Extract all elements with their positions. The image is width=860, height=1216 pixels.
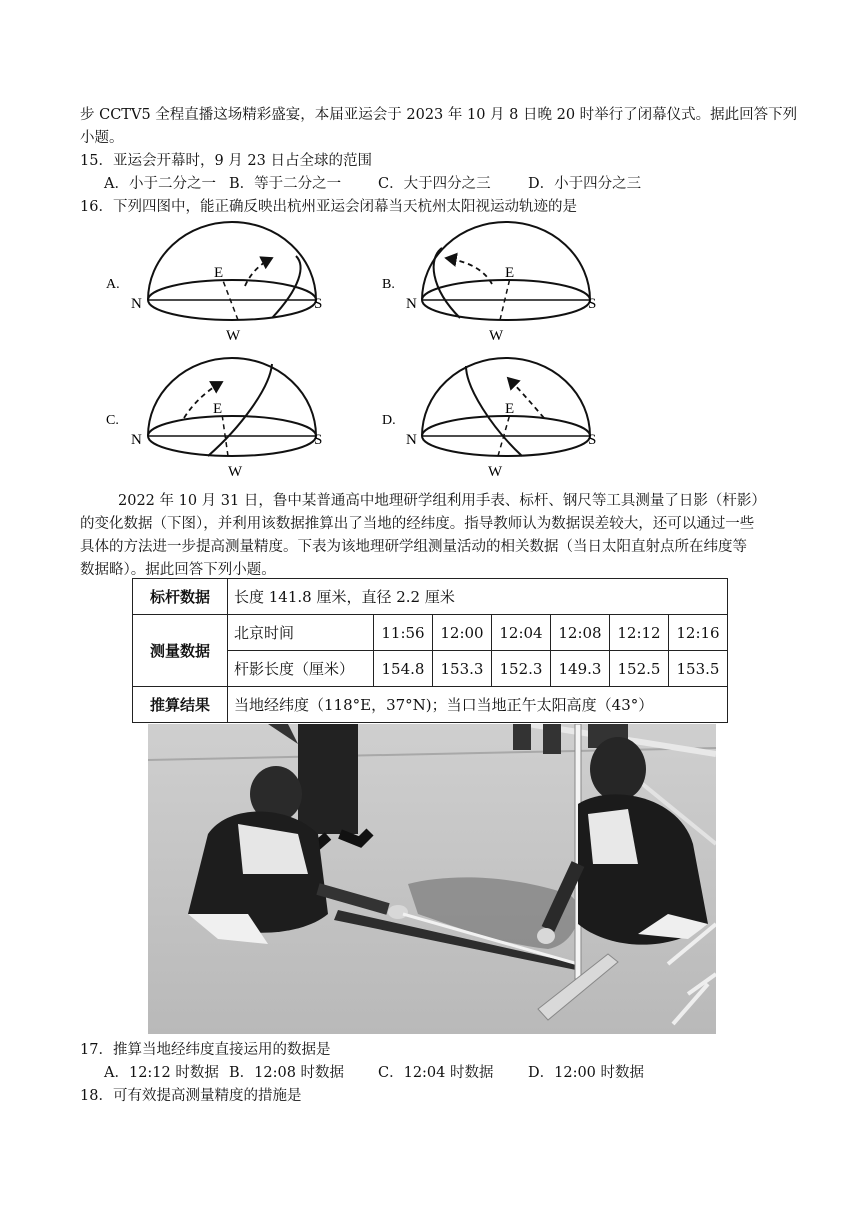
sun-path-diagrams: [100, 218, 620, 480]
measurement-photo: [148, 724, 716, 1034]
passage-line-4: 数据略）。据此回答下列小题。: [80, 562, 276, 578]
q15-option-b[interactable]: B．等于二分之一: [229, 176, 342, 192]
time-cell: 12:04: [492, 615, 551, 651]
diagram-d-n: N: [406, 432, 417, 448]
q18-stem: 18．可有效提高测量精度的措施是: [80, 1088, 302, 1104]
diagram-c-e: E: [213, 401, 223, 417]
q15-option-a[interactable]: A．小于二分之一: [104, 176, 216, 192]
measurement-table: [132, 578, 728, 723]
time-cell: 11:56: [374, 615, 433, 651]
passage-line-3: 具体的方法进一步提高测量精度。下表为该地理研学组测量活动的相关数据（当日太阳直射点所在纬度等: [80, 539, 747, 555]
diagram-b-w: W: [489, 328, 504, 344]
intro-line-1: 步 CCTV5 全程直播这场精彩盛宴，本届亚运会于 2023 年 10 月 8 日晚 20 时举行了闭幕仪式。据此回答下列: [80, 107, 798, 123]
shadow-cell: 153.3: [433, 651, 492, 687]
table-row: [133, 615, 728, 651]
shadow-cell: 153.5: [669, 651, 728, 687]
diagram-d[interactable]: [382, 358, 596, 480]
diagram-c[interactable]: [106, 358, 322, 480]
time-label: 北京时间: [228, 615, 374, 651]
diagram-b[interactable]: [382, 222, 596, 344]
q17-option-b[interactable]: B．12:08 时数据: [229, 1065, 345, 1081]
row-header: 测量数据: [133, 615, 228, 687]
time-cell: 12:08: [551, 615, 610, 651]
q16-stem: 16．下列四图中，能正确反映出杭州亚运会闭幕当天杭州太阳视运动轨迹的是: [80, 199, 577, 215]
q15-option-d[interactable]: D．小于四分之三: [528, 176, 642, 192]
table-row: [133, 687, 728, 723]
passage-line-2: 的变化数据（下图），并利用该数据推算出了当地的经纬度。指导教师认为数据误差较大，还可以通过一些: [80, 516, 755, 532]
diagram-d-w: W: [488, 464, 503, 480]
diagram-d-s: S: [588, 432, 597, 448]
q15-stem: 15．亚运会开幕时，9 月 23 日占全球的范围: [80, 153, 372, 169]
row-header: 推算结果: [133, 687, 228, 723]
diagram-c-w: W: [228, 464, 243, 480]
shadow-cell: 149.3: [551, 651, 610, 687]
q17-stem: 17．推算当地经纬度直接运用的数据是: [80, 1042, 331, 1058]
row-header: 标杆数据: [133, 579, 228, 615]
rod-data: 长度 141.8 厘米，直径 2.2 厘米: [228, 579, 728, 615]
diagram-a-w: W: [226, 328, 241, 344]
diagram-a[interactable]: [106, 222, 322, 344]
diagram-b-s: S: [588, 296, 597, 312]
q17-option-c[interactable]: C．12:04 时数据: [378, 1065, 494, 1081]
shadow-cell: 154.8: [374, 651, 433, 687]
intro-line-2: 小题。: [80, 130, 124, 146]
diagram-a-s: S: [314, 296, 323, 312]
diagram-c-label: C.: [106, 413, 119, 428]
shadow-cell: 152.5: [610, 651, 669, 687]
diagram-d-label: D.: [382, 413, 396, 428]
q15-option-c[interactable]: C．大于四分之三: [378, 176, 491, 192]
diagram-b-n: N: [406, 296, 417, 312]
diagram-a-label: A.: [106, 277, 120, 292]
table-row: [133, 579, 728, 615]
diagram-c-s: S: [314, 432, 323, 448]
passage-line-1: 2022 年 10 月 31 日，鲁中某普通高中地理研学组利用手表、标杆、钢尺等工具测量了日影（杆影）: [118, 493, 766, 509]
q17-option-d[interactable]: D．12:00 时数据: [528, 1065, 645, 1081]
diagram-a-e: E: [214, 265, 224, 281]
time-cell: 12:16: [669, 615, 728, 651]
q17-option-a[interactable]: A．12:12 时数据: [104, 1065, 219, 1081]
shadow-cell: 152.3: [492, 651, 551, 687]
diagram-c-n: N: [131, 432, 142, 448]
diagram-a-n: N: [131, 296, 142, 312]
shadow-label: 杆影长度（厘米）: [228, 651, 374, 687]
time-cell: 12:00: [433, 615, 492, 651]
result-value: 当地经纬度（118°E，37°N)；当口当地正午太阳高度（43°）: [228, 687, 728, 723]
diagram-b-e: E: [505, 265, 515, 281]
diagram-d-e: E: [505, 401, 515, 417]
time-cell: 12:12: [610, 615, 669, 651]
diagram-b-label: B.: [382, 277, 395, 292]
